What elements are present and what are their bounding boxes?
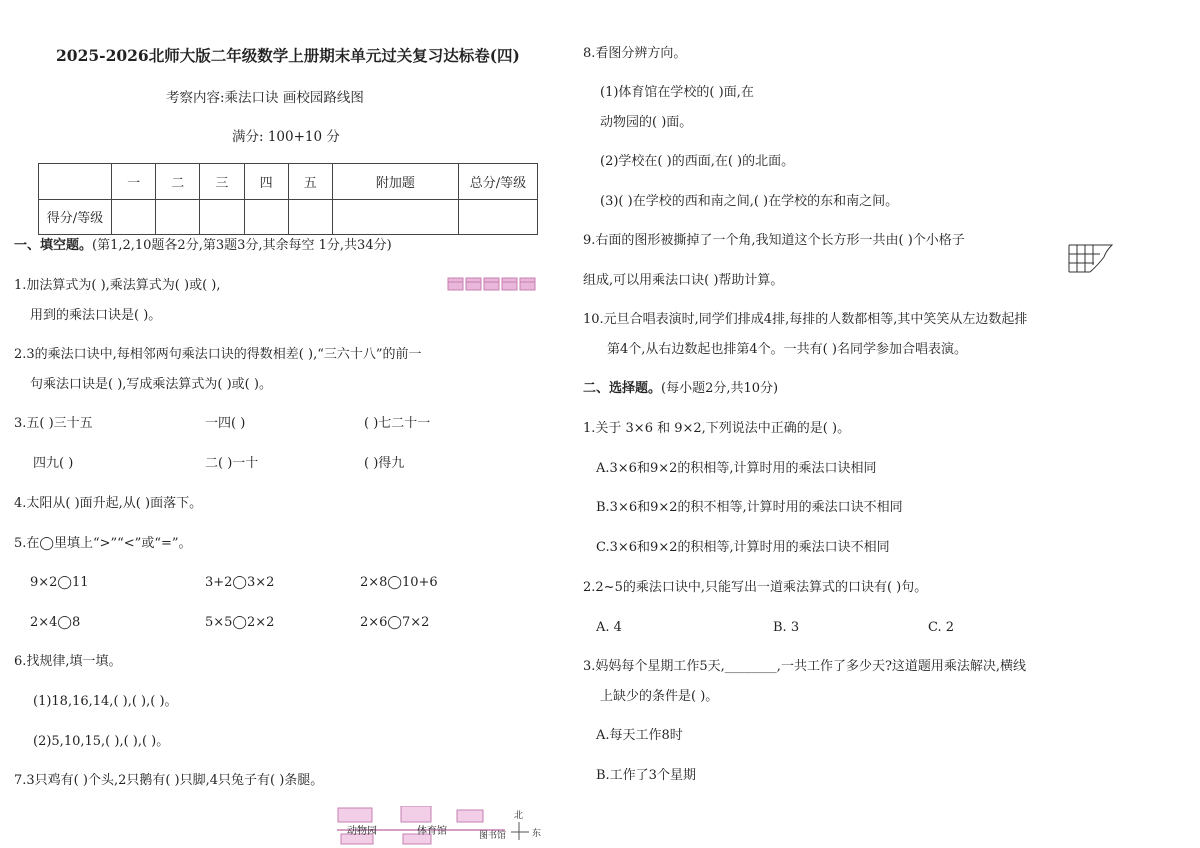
q9-line2: 组成,可以用乘法口诀( )帮助计算。 xyxy=(583,273,784,288)
q6-part1: (1)18,16,14,( ),( ),( )。 xyxy=(33,694,178,709)
score-cell[interactable] xyxy=(459,199,538,235)
q10-line2: 第4个,从右边数起也排第4个。一共有( )名同学参加合唱表演。 xyxy=(607,342,967,357)
score-col-4: 四 xyxy=(244,164,288,200)
score-col-3: 三 xyxy=(200,164,244,200)
q5-item: 2×6◯7×2 xyxy=(360,615,430,630)
mc2-option-c[interactable]: C. 2 xyxy=(928,620,955,635)
mc3-question-line1: 3.妈妈每个星期工作5天,________,一共工作了多少天?这道题用乘法解决,横线 xyxy=(583,659,1027,674)
score-cell[interactable] xyxy=(200,199,244,235)
section2-note: (每小题2分,共10分) xyxy=(661,381,779,396)
q8-part3: (3)( )在学校的西和南之间,( )在学校的东和南之间。 xyxy=(600,194,899,209)
books-illustration xyxy=(447,275,539,293)
campus-map-illustration xyxy=(333,806,545,848)
q2-line1: 2.3的乘法口诀中,每相邻两句乘法口诀的得数相差( ),“三六十八”的前一 xyxy=(14,347,422,362)
q5-item: 2×4◯8 xyxy=(30,615,81,630)
q4: 4.太阳从( )面升起,从( )面落下。 xyxy=(14,496,203,511)
exam-content: 考察内容:乘法口诀 画校园路线图 xyxy=(166,90,364,106)
section2-title xyxy=(583,382,778,395)
mc1-question: 1.关于 3×6 和 9×2,下列说法中正确的是( )。 xyxy=(583,421,851,436)
q3-item: 3.五( )三十五 xyxy=(14,416,93,431)
map-label-gym: 体育馆 xyxy=(417,826,447,837)
score-col-bonus: 附加题 xyxy=(332,164,458,200)
score-col-1: 一 xyxy=(112,164,156,200)
score-row-label: 得分/等级 xyxy=(39,199,112,235)
section1-heading: 一、填空题。 xyxy=(14,238,93,253)
torn-grid-figure xyxy=(1068,241,1116,277)
q3-item: ( )得九 xyxy=(364,456,405,471)
mc3-question-line2: 上缺少的条件是( )。 xyxy=(600,689,719,704)
q1-line2: 用到的乘法口诀是( )。 xyxy=(30,308,162,323)
mc2-question: 2.2~5的乘法口诀中,只能写出一道乘法算式的口诀有( )句。 xyxy=(583,580,928,595)
q8-part1-line1: (1)体育馆在学校的( )面,在 xyxy=(600,85,754,100)
mc1-option-b[interactable]: B.3×6和9×2的积不相等,计算时用的乘法口诀不相同 xyxy=(596,500,903,515)
mc1-option-a[interactable]: A.3×6和9×2的积相等,计算时用的乘法口诀相同 xyxy=(596,461,877,476)
q8-part1-line2: 动物园的( )面。 xyxy=(600,115,693,130)
mc1-option-c[interactable]: C.3×6和9×2的积相等,计算时用的乘法口诀不相同 xyxy=(596,540,890,555)
map-label-zoo: 动物园 xyxy=(347,826,377,837)
score-cell[interactable] xyxy=(156,199,200,235)
mc3-option-b[interactable]: B.工作了3个星期 xyxy=(596,768,696,783)
score-col-total: 总分/等级 xyxy=(459,164,538,200)
q3-item: 二( )一十 xyxy=(205,456,259,471)
q9-line1: 9.右面的图形被撕掉了一个角,我知道这个长方形一共由( )个小格子 xyxy=(583,233,965,248)
score-col-2: 二 xyxy=(156,164,200,200)
score-cell[interactable] xyxy=(112,199,156,235)
q8-part2: (2)学校在( )的西面,在( )的北面。 xyxy=(600,154,795,169)
q3-item: ( )七二十一 xyxy=(364,416,431,431)
q5-item: 2×8◯10+6 xyxy=(360,575,438,590)
q5-item: 5×5◯2×2 xyxy=(205,615,275,630)
q5-item: 9×2◯11 xyxy=(30,575,89,590)
section1-title xyxy=(14,239,392,252)
q2-line2: 句乘法口诀是( ),写成乘法算式为( )或( )。 xyxy=(30,377,272,392)
score-cell[interactable] xyxy=(288,199,332,235)
q3-item: 四九( ) xyxy=(33,456,74,471)
score-col-5: 五 xyxy=(288,164,332,200)
q5: 5.在◯里填上“>”“<”或“=”。 xyxy=(14,536,192,551)
q6-part2: (2)5,10,15,( ),( ),( )。 xyxy=(33,734,170,749)
mc2-option-b[interactable]: B. 3 xyxy=(773,620,800,635)
score-table-header-row xyxy=(39,164,538,200)
mc3-option-a[interactable]: A.每天工作8时 xyxy=(596,728,683,743)
page-title: 2025-2026北师大版二年级数学上册期末单元过关复习达标卷(四) xyxy=(56,46,520,65)
q8: 8.看图分辨方向。 xyxy=(583,46,687,61)
q7: 7.3只鸡有( )个头,2只鹅有( )只脚,4只兔子有( )条腿。 xyxy=(14,773,324,788)
compass-east: 东 xyxy=(532,829,542,839)
full-score: 满分: 100+10 分 xyxy=(232,129,340,145)
map-label-library: 图书馆 xyxy=(479,831,507,841)
score-table-row xyxy=(39,199,538,235)
compass-north: 北 xyxy=(514,811,524,821)
score-table-corner-cell xyxy=(39,164,112,200)
q10-line1: 10.元旦合唱表演时,同学们排成4排,每排的人数都相等,其中笑笑从左边数起排 xyxy=(583,312,1028,327)
q6: 6.找规律,填一填。 xyxy=(14,654,122,669)
score-table xyxy=(38,163,538,235)
section2-heading: 二、选择题。 xyxy=(583,381,662,396)
q5-item: 3+2◯3×2 xyxy=(205,575,275,590)
q1-line1: 1.加法算式为( ),乘法算式为( )或( ), xyxy=(14,278,221,293)
section1-note: (第1,2,10题各2分,第3题3分,其余每空 1分,共34分) xyxy=(92,238,392,253)
score-cell[interactable] xyxy=(332,199,458,235)
q3-item: 一四( ) xyxy=(205,416,246,431)
score-cell[interactable] xyxy=(244,199,288,235)
mc2-option-a[interactable]: A. 4 xyxy=(596,620,622,635)
